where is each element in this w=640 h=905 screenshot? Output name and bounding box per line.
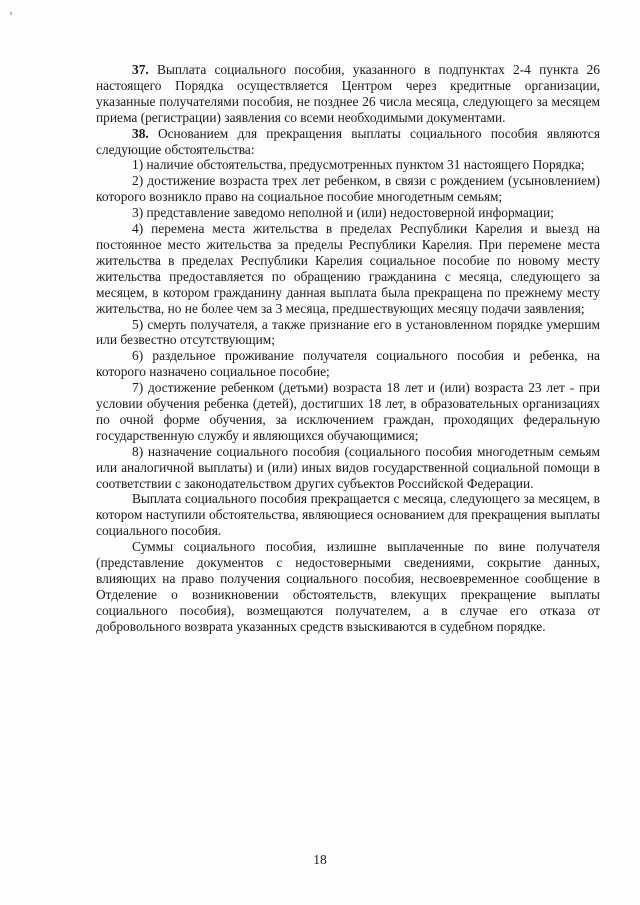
paragraph-text: Выплата социального пособия, указанного в подпунктах 2-4 пункта 26 настоящего Порядка осуществляется Центром через кредитные организации, указанные получателями пособия, не позднее 26 числа месяца, следующего за месяцем приема (регистрации) заявления со всеми необходимыми документами. — [96, 62, 600, 125]
scan-artifact — [10, 12, 12, 15]
page-number: 18 — [313, 852, 327, 867]
list-item-4: 4) перемена места жительства в пределах Республики Карелия и выезд на постоянное место жительства за пределы Республики Карелия. При перемене места жительства в пределах Республики Карелия социальное пособие по новому месту жительства предоставляется по обращению гражданина с месяца, следующего за месяцем, в котором гражданину данная выплата была прекращена по прежнему месту жительства, но не более чем за 3 месяца, предшествующих месяцу подачи заявления; — [96, 221, 600, 316]
paragraph-text: Основанием для прекращения выплаты социального пособия являются следующие обстоятельства: — [96, 125, 600, 157]
list-item-6: 6) раздельное проживание получателя социального пособия и ребенка, на которого назначено социальное пособие; — [96, 348, 600, 380]
list-item-7: 7) достижение ребенком (детьми) возраста 18 лет и (или) возраста 23 лет - при условии обучения ребенка (детей), достигших 18 лет, в образовательных организациях по очной форме обучения, за исключением граждан, проходящих федеральную государственную службу и являющихся обучающимися; — [96, 380, 600, 443]
paragraph-number: 37. — [132, 62, 149, 77]
paragraph-37 — [96, 62, 600, 126]
list-item-8: 8) назначение социального пособия (социального пособия многодетным семьям или аналогичной выплаты) и (или) иных видов государственной социальной помощи в соответствии с законодательством других субъектов Российской Федерации. — [96, 443, 600, 491]
paragraph-38 — [96, 126, 600, 158]
document-body — [96, 62, 600, 635]
list-item-2: 2) достижение возраста трех лет ребенком, в связи с рождением (усыновлением) которого возникло право на социальное пособие многодетным семьям; — [96, 173, 600, 205]
list-item-5: 5) смерть получателя, а также признание его в установленном порядке умершим или безвестно отсутствующим; — [96, 316, 600, 348]
termination-paragraph: Выплата социального пособия прекращается с месяца, следующего за месяцем, в котором наступили обстоятельства, являющиеся основанием для прекращения выплаты социального пособия. — [96, 491, 600, 539]
paragraph-number: 38. — [132, 125, 149, 141]
refund-paragraph: Суммы социального пособия, излишне выплаченные по вине получателя (представление документов с недостоверными сведениями, сокрытие данных, влияющих на право получения социального пособия, несвоевременное сообщение в Отделение о возникновении обстоятельств, влекущих прекращение выплаты социального пособия), возмещаются получателем, а в случае его отказа от добровольного возврата указанных средств взыскиваются в судебном порядке. — [96, 539, 600, 634]
list-item-1: 1) наличие обстоятельства, предусмотренных пунктом 31 настоящего Порядка; — [132, 157, 585, 173]
list-item-3: 3) представление заведомо неполной и (или) недостоверной информации; — [132, 205, 554, 221]
